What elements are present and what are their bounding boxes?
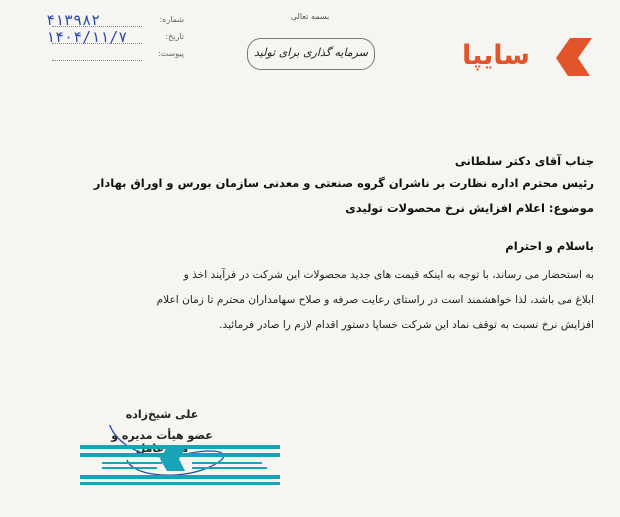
letter-meta (24, 13, 184, 64)
body-line-2: ابلاغ می باشد، لذا خواهشمند است در راستای رعایت صرفه و صلاح سهامداران محترم تا زمان اعلام (156, 294, 594, 306)
company-logo (462, 36, 597, 78)
recipient-title: رئیس محترم اداره نظارت بر ناشران گروه صنعتی و معدنی سازمان بورس و اوراق بهادار (93, 176, 594, 190)
slogan-badge (247, 38, 375, 70)
subject-line: موضوع: اعلام افزایش نرخ محصولات تولیدی (345, 201, 594, 215)
attachment-label: پیوست: (157, 49, 184, 58)
number-label: شماره: (159, 15, 184, 24)
recipient-name: جناب آقای دکتر سلطانی (454, 154, 594, 168)
signer-name: علی شیخ‌زاده (125, 408, 199, 421)
company-stamp (72, 425, 282, 487)
meta-attachment-row (24, 47, 184, 64)
slogan-text: سرمایه گذاری برای تولید (254, 46, 368, 59)
date-value: ۱۴۰۴/۱۱/۷ (46, 28, 128, 46)
body-line-3: افزایش نرخ نسبت به توقف نماد این شرکت خساپا دستور اقدام لازم را صادر فرمائید. (219, 319, 594, 331)
number-value: ۴۱۳۹۸۲ (46, 11, 101, 29)
date-label: تاریخ: (165, 32, 184, 41)
attachment-line (52, 60, 142, 61)
body-line-1: به استحضار می رساند، با توجه به اینکه قیمت های جدید محصولات این شرکت در فرآیند اخذ و (183, 269, 594, 281)
greeting: باسلام و احترام (505, 239, 594, 253)
basmala-heading: بسمه تعالی (290, 12, 330, 21)
company-name: سایپا (462, 40, 530, 71)
meta-date-row (24, 30, 184, 47)
saipa-logo-icon (554, 36, 594, 78)
signer-title: عضو هیأت مدیره و (111, 429, 213, 442)
